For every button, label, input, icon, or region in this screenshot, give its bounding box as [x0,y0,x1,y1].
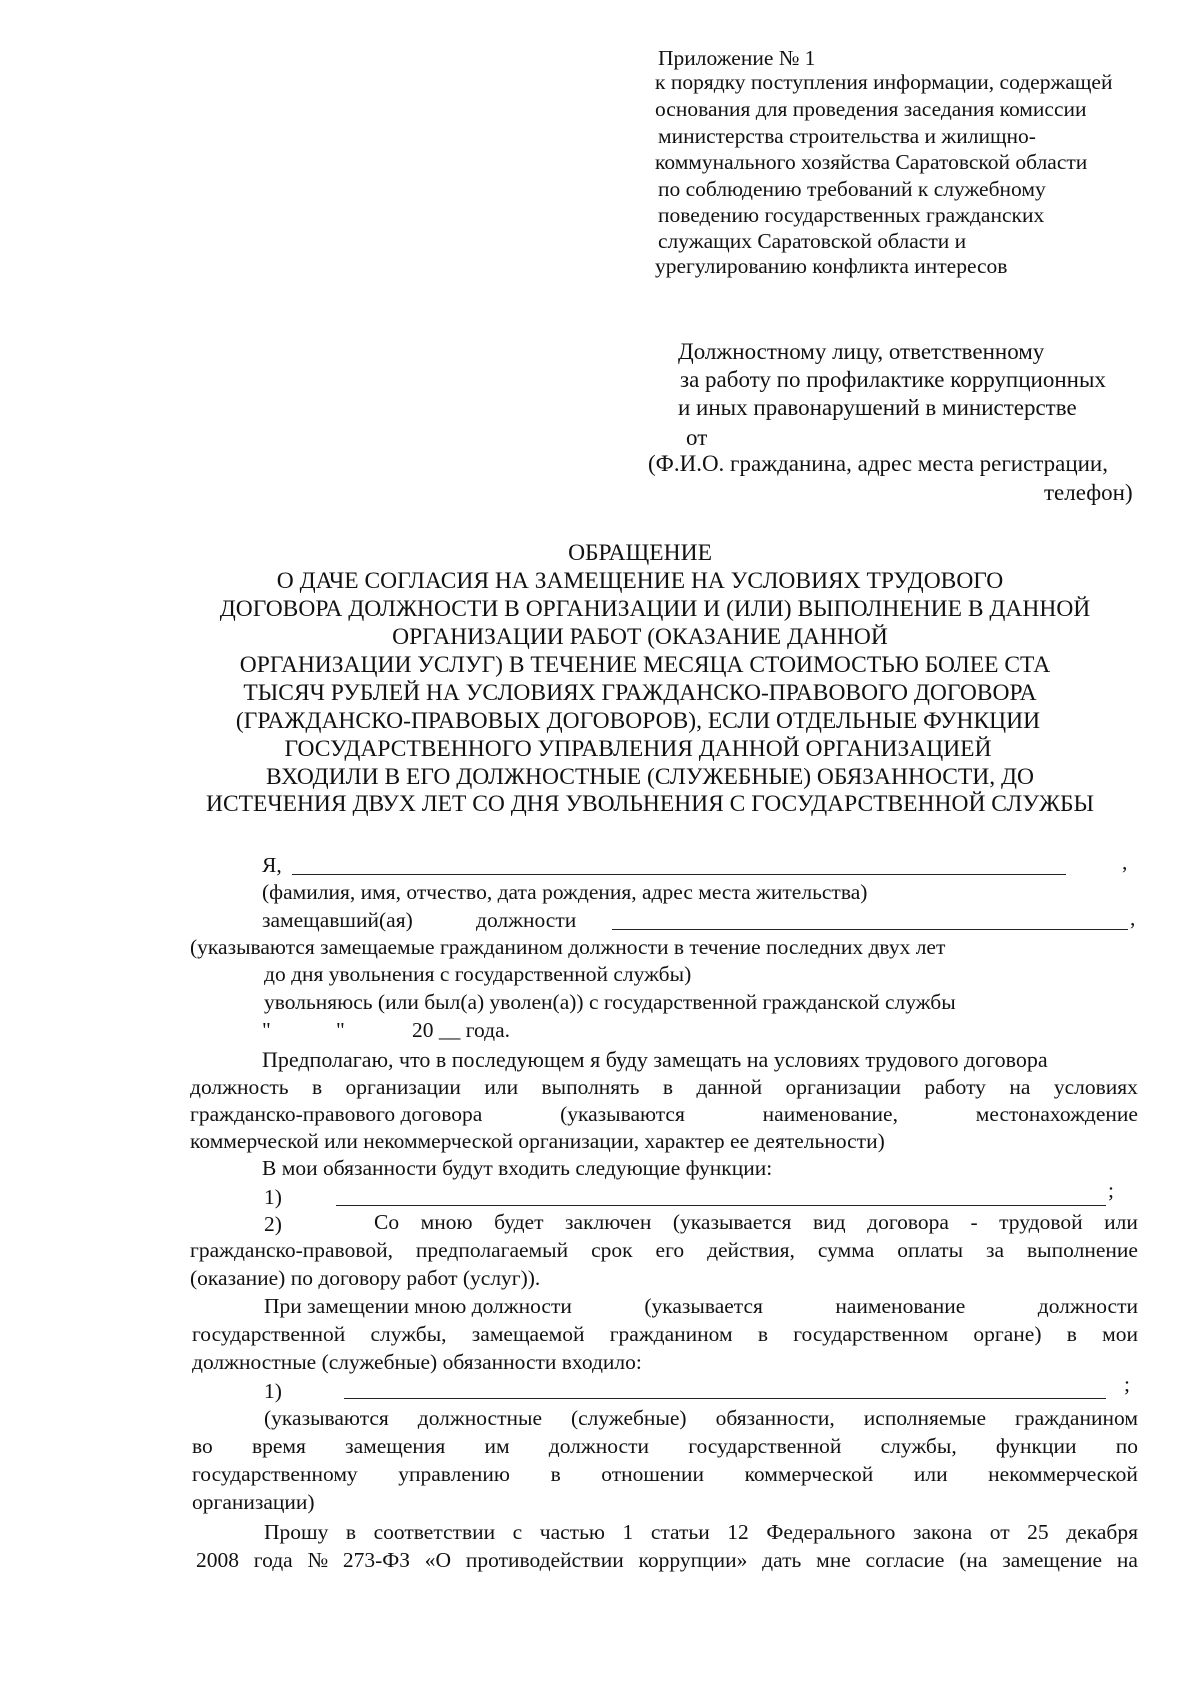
word: договора [867,1210,949,1234]
word: согласие [865,1548,945,1572]
word: условиях [1053,1075,1138,1099]
word: замещения [345,1434,446,1458]
word: статьи [650,1520,710,1544]
duty-item-field[interactable] [336,1205,1106,1206]
word: местонахождение [975,1102,1138,1126]
heading-line: ОРГАНИЗАЦИИ УСЛУГ) В ТЕЧЕНИЕ МЕСЯЦА СТОИМОСТЬЮ БОЛЕЕ СТА [239,652,1051,678]
word: должности [1037,1294,1138,1318]
word: в [311,1075,323,1099]
word: гражданином [1015,1406,1138,1430]
word: гражданско-правового договора [190,1102,483,1126]
word: службы, [880,1434,957,1458]
heading-line: ГОСУДАРСТВЕННОГО УПРАВЛЕНИЯ ДАННОЙ ОРГАНИЗАЦИЕЙ [284,736,992,762]
word: Со [374,1210,400,1234]
applicant-label: Я, [262,853,282,877]
word: вид [812,1210,846,1234]
addressee-line: за работу по профилактике коррупционных [680,367,1106,392]
held-item-field[interactable] [344,1398,1106,1399]
word: предполагаемый [415,1238,569,1262]
word: (на [959,1548,988,1572]
word: коррупции» [638,1548,748,1572]
word: 1 [622,1520,634,1544]
date-year: 20 __ года. [412,1018,511,1042]
word: соответствии [373,1520,496,1544]
word: Прошу [264,1520,329,1544]
word: работу [924,1075,986,1099]
paragraph-line [374,1212,1138,1234]
word: коммерческой [744,1462,874,1486]
positions-hint: (указываются замещаемые гражданином должности в течение последних двух лет [190,935,946,959]
paragraph-line [264,1522,1138,1544]
word: исполняемые [863,1406,987,1430]
word: сумма [817,1238,875,1262]
word: будет [494,1210,544,1234]
word: года [253,1548,293,1572]
dismissed-line: увольняюсь (или был(а) уволен(а)) с государственной гражданской службы [264,990,956,1014]
addressee-hint: (Ф.И.О. гражданина, адрес места регистрации, [648,451,1108,476]
word: противодействии [465,1548,624,1572]
paragraph-line [264,1408,1138,1430]
word: государственной [688,1434,842,1458]
heading-line: ВХОДИЛИ В ЕГО ДОЛЖНОСТНЫЕ (СЛУЖЕБНЫЕ) ОБЯЗАННОСТИ, ДО [266,764,1034,790]
word: выполнение [1027,1238,1138,1262]
appendix-line: коммунального хозяйства Саратовской области [655,150,1088,174]
word: При замещении мною должности [264,1294,572,1318]
duty-item-number: 2) [264,1212,282,1236]
word: отношении [601,1462,705,1486]
addressee-hint-end: телефон) [1044,480,1133,505]
paragraph-line [196,1550,1138,1572]
applicant-name-field[interactable] [292,874,1066,875]
word: организации [345,1075,461,1099]
word: должностные [417,1406,542,1430]
paragraph-line [192,1324,1138,1346]
word: мои [1102,1322,1138,1346]
duty-item-end: ; [1108,1178,1114,1202]
word: им [484,1434,510,1458]
word: (указывается [644,1294,763,1318]
word: 2008 [196,1548,239,1572]
heading-line: О ДАЧЕ СОГЛАСИЯ НА ЗАМЕЩЕНИЕ НА УСЛОВИЯХ ТРУДОВОГО [276,568,1004,594]
paragraph-line: должностные (служебные) обязанности входило: [192,1350,642,1374]
word: в [550,1462,561,1486]
heading-line: ТЫСЯЧ РУБЛЕЙ НА УСЛОВИЯХ ГРАЖДАНСКО-ПРАВОВОГО ДОГОВОРА [243,680,1037,706]
date-quote-open: " [262,1018,271,1042]
duty-item-number: 1) [264,1185,282,1209]
word: 273-ФЗ [342,1548,410,1572]
word: выполнять [541,1075,640,1099]
word: службы, [370,1322,447,1346]
word: оплаты [897,1238,964,1262]
word: декабря [1066,1520,1138,1544]
appendix-line: служащих Саратовской области и [658,229,967,253]
heading-line: ИСТЕЧЕНИЯ ДВУХ ЛЕТ СО ДНЯ УВОЛЬНЕНИЯ С ГОСУДАРСТВЕННОЙ СЛУЖБЫ [205,791,1095,817]
word: гражданином [609,1322,733,1346]
word: некоммерческой [988,1462,1138,1486]
word: или [484,1075,519,1099]
word: срок [591,1238,633,1262]
word: в [662,1075,673,1099]
word: время [251,1434,306,1458]
word: управлению [398,1462,510,1486]
word: данной [696,1075,763,1099]
word: на [1116,1548,1138,1572]
paragraph-line: Предполагаю, что в последующем я буду замещать на условиях трудового договора [262,1047,1048,1072]
word: закона [912,1520,973,1544]
paragraph-line [264,1296,1138,1318]
word: в [1066,1322,1077,1346]
word: обязанности, [715,1406,835,1430]
word: мне [816,1548,851,1572]
word: (служебные) [570,1406,687,1430]
word: мною [420,1210,473,1234]
position-field[interactable] [612,929,1128,930]
word: государственному [192,1462,358,1486]
word: с [512,1520,523,1544]
word: за [986,1238,1005,1262]
word: должность [190,1075,289,1099]
word: или [1104,1210,1138,1234]
heading-line: ДОГОВОРА ДОЛЖНОСТИ В ОРГАНИЗАЦИИ И (ИЛИ) ВЫПОЛНЕНИЕ В ДАННОЙ [219,596,1091,622]
appendix-line: министерства строительства и жилищно- [658,124,1036,148]
addressee-line: Должностному лицу, ответственному [678,339,1045,364]
word: № [307,1548,329,1572]
word: его [655,1238,685,1262]
word: во [192,1434,213,1458]
appendix-line: урегулированию конфликта интересов [655,254,1008,278]
date-quote-close: " [336,1018,345,1042]
word: или [913,1462,948,1486]
appendix-line: по соблюдению требований к служебному [658,177,1046,201]
positions-hint: до дня увольнения с государственной службы) [264,962,692,986]
paragraph-line [190,1240,1138,1262]
word: - [970,1210,978,1234]
word: частью [539,1520,605,1544]
name-hint: (фамилия, имя, отчество, дата рождения, адрес места жительства) [262,880,868,904]
word: (указываются [560,1102,685,1126]
heading-line: ОРГАНИЗАЦИИ РАБОТ (ОКАЗАНИЕ ДАННОЙ [392,624,888,650]
word: заключен [565,1210,652,1234]
appendix-title: Приложение № 1 [658,46,816,70]
word: дать [762,1548,802,1572]
word: организации [785,1075,901,1099]
duties-intro: В мои обязанности будут входить следующие функции: [262,1156,773,1180]
appendix-line: основания для проведения заседания комиссии [655,97,1087,121]
word: в [757,1322,769,1346]
paragraph-line [192,1464,1138,1486]
word: функции [995,1434,1077,1458]
paragraph-line: (оказание) по договору работ (услуг)). [190,1266,541,1290]
applicant-comma: , [1122,850,1128,874]
word: трудовой [999,1210,1083,1234]
heading-title: ОБРАЩЕНИЕ [568,540,712,566]
word: «О [424,1548,452,1572]
addressee-line: и иных правонарушений в министерстве [678,395,1077,420]
word: государственном [793,1322,949,1346]
word: от [989,1520,1010,1544]
paragraph-line: коммерческой или некоммерческой организации, характер ее деятельности) [190,1129,885,1153]
word: государственной [192,1322,346,1346]
word: Федерального [766,1520,896,1544]
word: замещаемой [471,1322,585,1346]
word: на [1009,1075,1031,1099]
word: наименование [835,1294,966,1318]
addressee-from: от [686,425,708,450]
word: (указываются [264,1406,389,1430]
paragraph-line [190,1077,1138,1099]
paragraph-line: организации) [192,1490,315,1514]
paragraph-line [190,1104,1138,1126]
word: органе) [973,1322,1042,1346]
position-label: должности [476,908,577,932]
word: действия, [707,1238,795,1262]
word: наименование, [762,1102,898,1126]
paragraph-line [192,1436,1138,1458]
word: 12 [727,1520,749,1544]
appendix-line: поведению государственных гражданских [658,203,1045,227]
held-item-number: 1) [264,1379,282,1403]
word: замещение [1002,1548,1103,1572]
word: должности [548,1434,650,1458]
word: 25 [1027,1520,1049,1544]
position-comma: , [1130,906,1136,930]
held-label: замещавший(ая) [262,908,413,932]
word: по [1115,1434,1138,1458]
word: (указывается [672,1210,792,1234]
word: в [345,1520,357,1544]
held-item-end: ; [1124,1372,1130,1396]
appendix-line: к порядку поступления информации, содержащей [655,70,1113,94]
word: гражданско-правовой, [190,1238,393,1262]
heading-line: (ГРАЖДАНСКО-ПРАВОВЫХ ДОГОВОРОВ), ЕСЛИ ОТДЕЛЬНЫЕ ФУНКЦИИ [235,708,1041,734]
